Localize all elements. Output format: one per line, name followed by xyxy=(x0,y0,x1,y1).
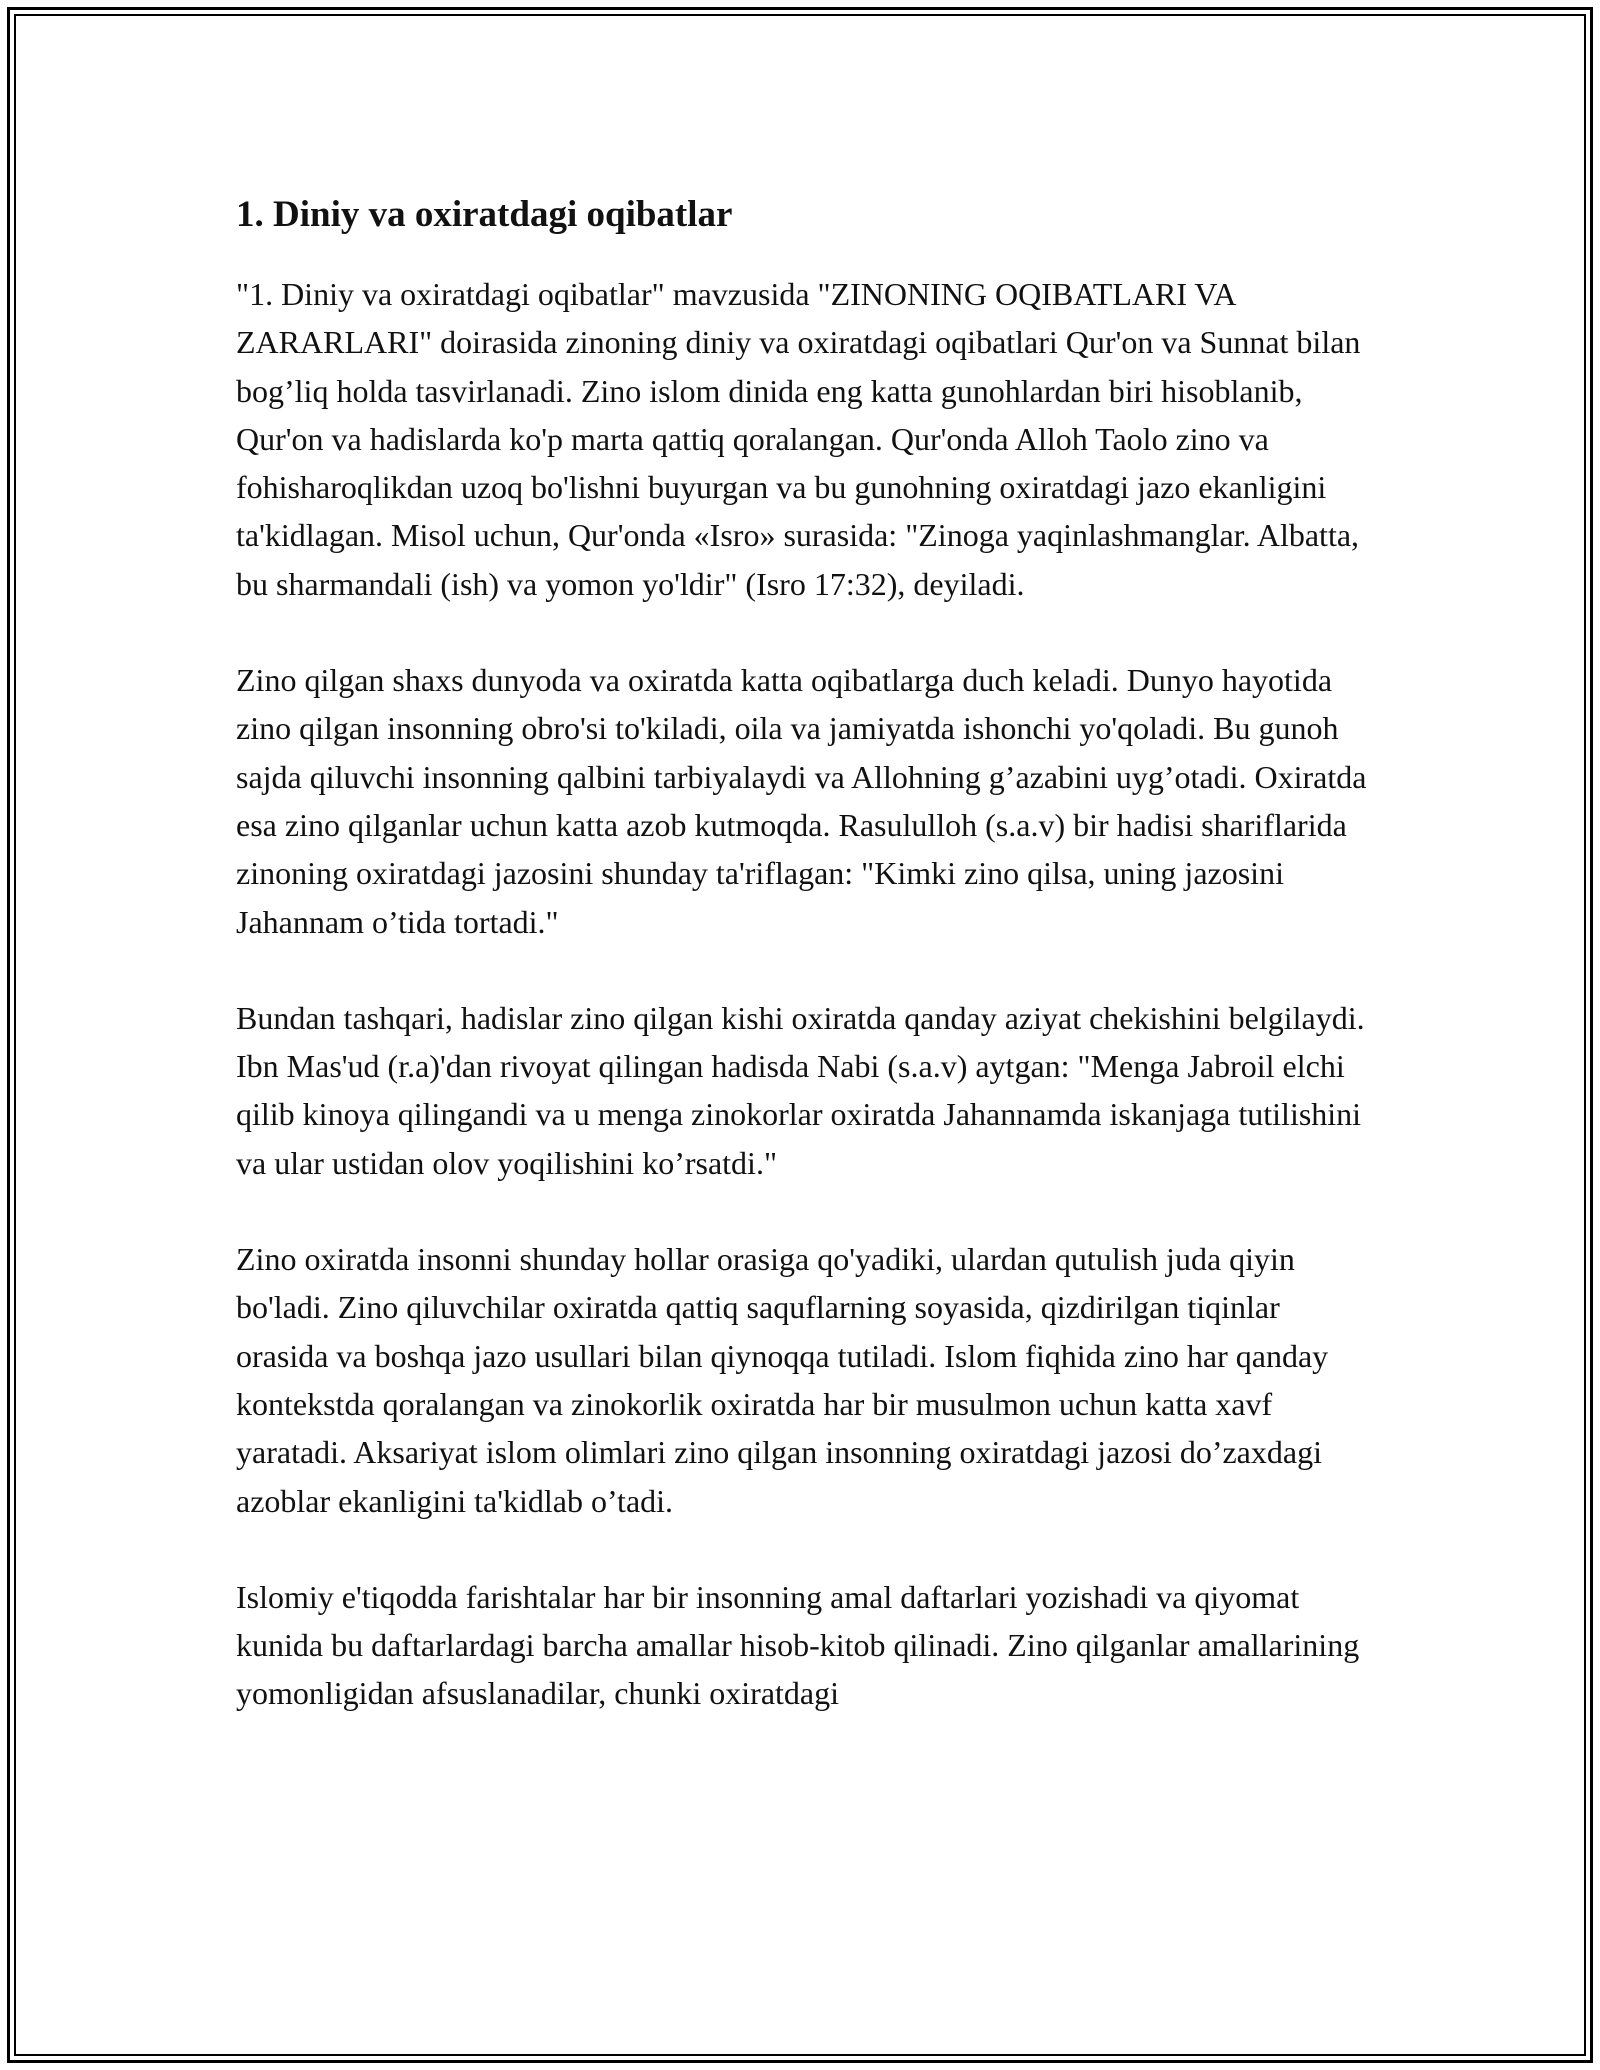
paragraph-2: Zino qilgan shaxs dunyoda va oxiratda katta oqibatlarga duch keladi. Dunyo hayotida zino qilgan insonning obro'si to'kiladi, oila va jamiyatda ishonchi yo'qoladi. Bu gunoh sajda qiluvchi insonning qalbini tarbiyalaydi va Allohning g’azabini uyg’otadi. Oxiratda esa zino qilganlar uchun katta azob kutmoqda. Rasululloh (s.a.v) bir hadisi shariflarida zinoning oxiratdagi jazosini shunday ta'riflagan: "Kimki zino qilsa, uning jazosini Jahannam o’tida tortadi." xyxy=(236,662,1367,940)
paragraph-4: Zino oxiratda insonni shunday hollar orasiga qo'yadiki, ulardan qutulish juda qiyin bo'ladi. Zino qiluvchilar oxiratda qattiq saquflarning soyasida, qizdirilgan tiqinlar orasida va boshqa jazo usullari bilan qiynoqqa tutiladi. Islom fiqhida zino har qanday kontekstda qoralangan va zinokorlik oxiratda har bir musulmon uchun katta xavf yaratadi. Aksariyat islom olimlari zino qilgan insonning oxiratdagi jazosi do’zaxdagi azoblar ekanligini ta'kidlab o’tadi. xyxy=(236,1241,1329,1519)
document-body xyxy=(236,190,1376,1766)
paragraph-1: "1. Diniy va oxiratdagi oqibatlar" mavzusida "ZINONING OQIBATLARI VA ZARARLARI" doirasida zinoning diniy va oxiratdagi oqibatlari Qur'on va Sunnat bilan bog’liq holda tasvirlanadi. Zino islom dinida eng katta gunohlardan biri hisoblanib, Qur'on va hadislarda ko'p marta qattiq qoralangan. Qur'onda Alloh Taolo zino va fohisharoqlikdan uzoq bo'lishni buyurgan va bu gunohning oxiratdagi jazo ekanligini ta'kidlagan. Misol uchun, Qur'onda «Isro» surasida: "Zinoga yaqinlashmanglar. Albatta, bu sharmandali (ish) va yomon yo'ldir" (Isro 17:32), deyiladi. xyxy=(236,276,1361,602)
paragraph-3: Bundan tashqari, hadislar zino qilgan kishi oxiratda qanday aziyat chekishini belgilaydi. Ibn Mas'ud (r.a)'dan rivoyat qilingan hadisda Nabi (s.a.v) aytgan: "Menga Jabroil elchi qilib kinoya qilingandi va u menga zinokorlar oxiratda Jahannamda iskanjaga tutilishini va ular ustidan olov yoqilishini ko’rsatdi." xyxy=(236,999,1365,1181)
paragraph-5: Islomiy e'tiqodda farishtalar har bir insonning amal daftarlari yozishadi va qiyomat kunida bu daftarlardagi barcha amallar hisob-kitob qilinadi. Zino qilganlar amallarining yomonligidan afsuslanadilar, chunki oxiratdagi xyxy=(236,1578,1360,1712)
section-heading: 1. Diniy va oxiratdagi oqibatlar xyxy=(236,194,733,235)
